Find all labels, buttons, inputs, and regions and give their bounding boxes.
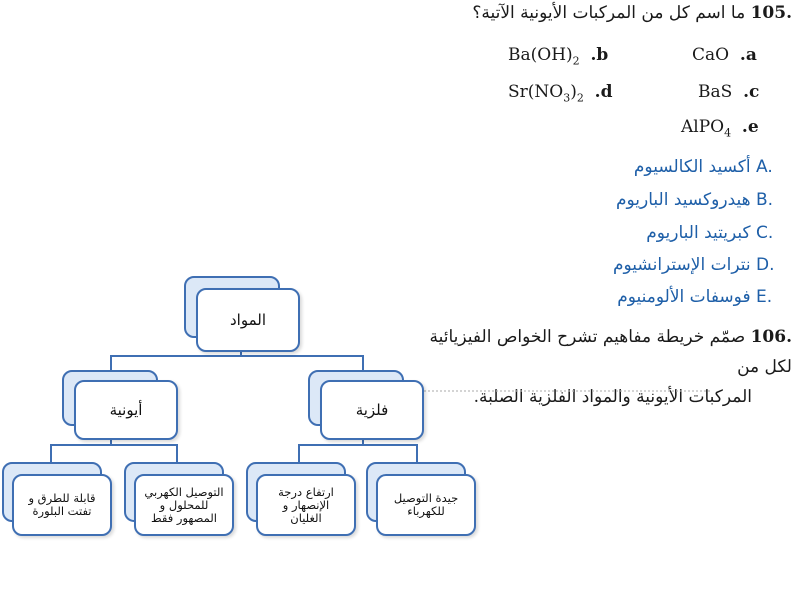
root-box (196, 288, 300, 352)
metallic-prop-1-line1: ارتفاع درجة (278, 484, 334, 499)
answer-e-letter: E. (756, 287, 773, 307)
formula-b-text: Ba(OH) (508, 45, 573, 65)
formula-c-letter: .c (743, 82, 760, 102)
answer-a-text: أكسيد الكالسيوم (633, 157, 751, 177)
root-label: المواد (230, 311, 267, 329)
formula-b-sub: 2 (572, 54, 580, 68)
metallic-prop-2-line1: جيدة التوصيل (393, 491, 459, 505)
ionic-box (74, 380, 178, 440)
answer-b-text: هيدروكسيد الباريوم (615, 190, 751, 210)
answer-d-letter: D. (756, 255, 775, 275)
ionic-label: أيونية (109, 401, 143, 419)
answer-c-letter: C. (756, 223, 774, 243)
formula-c-text: BaS (698, 82, 733, 102)
connector-root-horizontal (110, 355, 364, 357)
connector-to-ionic-prop-2 (176, 444, 178, 462)
metallic-box (320, 380, 424, 440)
ionic-prop-2-box (134, 474, 234, 536)
connector-to-ionic (110, 355, 112, 370)
formula-e-letter: .e (741, 117, 759, 137)
question-105 (472, 3, 792, 23)
metallic-prop-1-line2: الإنصهار و (282, 497, 330, 512)
question-105-number: 105. (750, 3, 792, 23)
formula-d-paren: ) (570, 82, 577, 102)
answer-a (634, 157, 792, 177)
connector-metallic-horizontal (298, 444, 418, 446)
formula-a-letter: .a (739, 45, 757, 65)
answer-a-letter: A. (756, 157, 773, 177)
faded-line-decoration (400, 380, 710, 392)
ionic-prop-2-line1: التوصيل الكهربي (144, 484, 224, 499)
question-105-text: ما اسم كل من المركبات الأيونية الآتية؟ (472, 3, 746, 23)
formula-e-sub: 4 (724, 126, 732, 140)
answer-d (613, 255, 792, 275)
ionic-prop-1-box (12, 474, 112, 536)
formula-b (508, 45, 608, 67)
formula-e (681, 117, 759, 139)
question-106 (402, 322, 792, 412)
answer-e-text: فوسفات الألومنيوم (617, 287, 751, 307)
question-106-line1: صمّم خريطة مفاهيم تشرح الخواص الفيزيائية لكل من (429, 327, 792, 377)
connector-ionic-horizontal (50, 444, 178, 446)
answer-b (616, 190, 792, 210)
formula-a-text: CaO (692, 45, 730, 65)
answer-c-text: كبريتيد الباريوم (646, 223, 751, 243)
ionic-prop-1-line1: قابلة للطرق و (28, 491, 96, 505)
formula-a (692, 45, 757, 65)
metallic-prop-2-line2: للكهرباء (407, 504, 445, 518)
answer-e (617, 287, 792, 307)
answer-c (646, 223, 792, 243)
formula-d (508, 82, 612, 104)
answer-d-text: نترات الإسترانشيوم (612, 255, 751, 275)
ionic-prop-2-line3: المصهور فقط (151, 510, 218, 525)
formula-d-sub: 2 (576, 91, 584, 105)
metallic-label: فلزية (355, 401, 389, 419)
formula-d-letter: .d (594, 82, 613, 102)
question-106-number: 106. (750, 327, 792, 347)
ionic-prop-2-line2: للمحلول و (159, 497, 209, 512)
formula-b-letter: .b (590, 45, 609, 65)
answer-b-letter: B. (756, 190, 774, 210)
connector-to-metallic-prop-2 (416, 444, 418, 462)
question-106-line2: المركبات الأيونية والمواد الفلزية الصلبة. (473, 387, 752, 407)
metallic-prop-1-box (256, 474, 356, 536)
formula-d-text: Sr(NO (508, 82, 564, 102)
ionic-prop-1-line2: تفتت البلورة (32, 504, 92, 518)
formula-c (698, 82, 759, 102)
connector-to-metallic-prop-1 (298, 444, 300, 462)
connector-to-metallic (362, 355, 364, 370)
formula-e-text: AlPO (681, 117, 725, 137)
metallic-prop-1-line3: الغليان (290, 510, 322, 525)
formula-d-sub1: 3 (563, 91, 571, 105)
connector-to-ionic-prop-1 (50, 444, 52, 462)
metallic-prop-2-box (376, 474, 476, 536)
